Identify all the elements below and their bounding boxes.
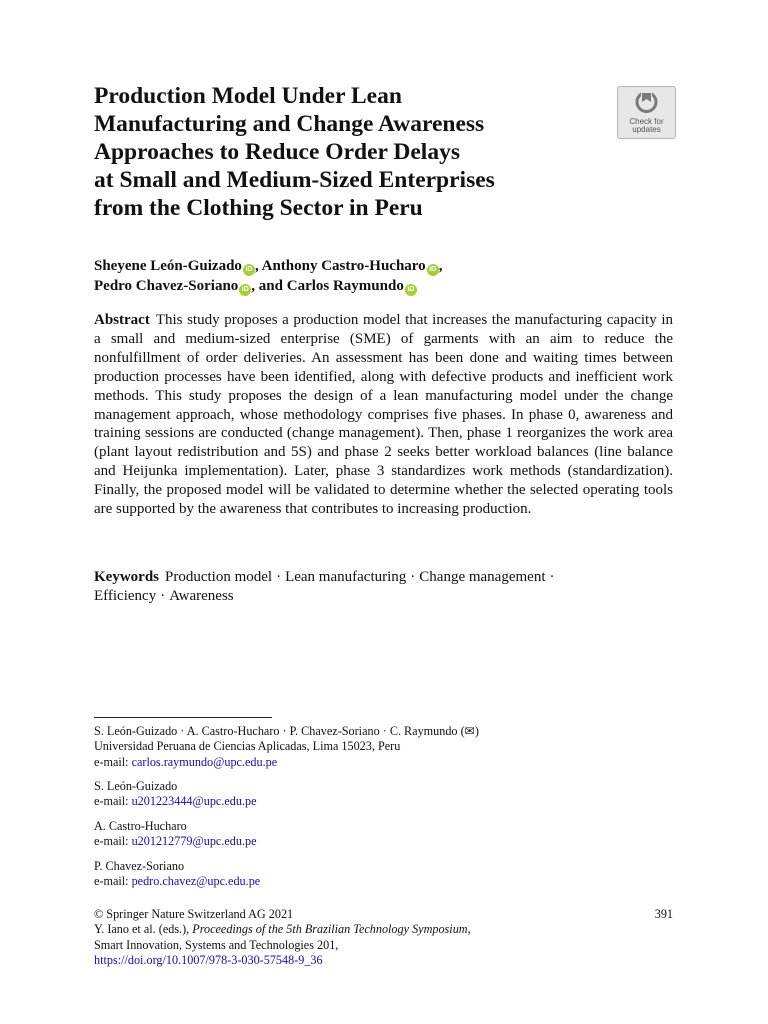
citation-line	[94, 922, 673, 937]
email-link[interactable]: u201212779@upc.edu.pe	[131, 834, 257, 849]
author-separator: ,	[254, 258, 259, 274]
email-line	[94, 755, 673, 770]
author-short-name: S. León-Guizado	[94, 779, 178, 793]
orcid-icon[interactable]: iD	[427, 264, 439, 276]
editors: Y. Iano et al. (eds.),	[94, 922, 193, 937]
title-line: Production Model Under Lean	[94, 83, 402, 109]
corresponding-email-link[interactable]: carlos.raymundo@upc.edu.pe	[131, 754, 278, 769]
author-name: Carlos Raymundo	[286, 278, 404, 294]
proceedings-title: Proceedings of the 5th Brazilian Technology Symposium	[192, 922, 468, 937]
keywords	[94, 568, 673, 606]
author-email-entry	[94, 859, 673, 890]
author-email-entry	[94, 779, 673, 810]
email-prefix: e-mail:	[94, 754, 132, 769]
email-prefix: e-mail:	[94, 834, 132, 849]
email-prefix: e-mail:	[94, 874, 132, 889]
email-line	[94, 834, 673, 849]
orcid-icon[interactable]: iD	[243, 264, 255, 276]
keyword: Lean manufacturing	[285, 569, 407, 585]
author-list	[94, 256, 694, 296]
author-line	[94, 256, 694, 276]
title-line: at Small and Medium-Sized Enterprises	[94, 167, 495, 193]
email-link[interactable]: u201223444@upc.edu.pe	[131, 794, 257, 809]
keyword: Production model	[165, 569, 273, 585]
orcid-icon[interactable]: iD	[239, 284, 251, 296]
abstract-label: Abstract	[94, 312, 150, 328]
keyword: Efficiency	[94, 588, 157, 604]
abstract	[94, 311, 673, 519]
author-short-name: P. Chavez-Soriano	[94, 859, 185, 873]
author-short-name: A. Castro-Hucharo	[94, 819, 187, 833]
author-name: Anthony Castro-Hucharo	[261, 258, 426, 274]
author-separator: , and	[251, 278, 283, 294]
page-number: 391	[654, 907, 673, 921]
author-separator: ,	[438, 258, 443, 274]
abstract-text: This study proposes a production model that increases the manufacturing capacity in a small and medium-sized enterprise (SME) of garments with an aim to reduce the nonfulfillment of order deliveries. An assessment has been done and waiting times between production processes have been identified, along with defective products and inefficient work methods. This study proposes the design of a lean manufacturing model under the change management approach, whose methodology comprises five phases. In phase 0, awareness and training sessions are conducted (change management). Then, phase 1 reorganizes the work area (plant layout redistribution and 5S) and phase 2 seeks better workload balances (line balance and Heijunka implementation). Later, phase 3 standardizes work methods (standardization). Finally, the proposed model will be validated to determine whether the selected operating tools are supported by the awareness that contributes to increasing production.	[94, 312, 673, 518]
institution: Universidad Peruana de Ciencias Aplicadas, Lima 15023, Peru	[94, 739, 401, 754]
email-prefix: e-mail:	[94, 794, 132, 809]
affiliation-block	[94, 724, 673, 770]
check-updates-icon	[635, 91, 658, 113]
footnote-divider	[94, 717, 272, 718]
title-line: Approaches to Reduce Order Delays	[94, 139, 460, 165]
check-updates-label: Check for	[629, 117, 664, 126]
copyright-block	[94, 907, 673, 968]
orcid-icon[interactable]: iD	[405, 284, 417, 296]
title-line: from the Clothing Sector in Peru	[94, 195, 423, 221]
keyword-separator: ·	[276, 569, 282, 585]
keyword-separator: ·	[410, 569, 416, 585]
keyword: Change management	[419, 569, 546, 585]
keyword-separator: ·	[549, 569, 555, 585]
email-link[interactable]: pedro.chavez@upc.edu.pe	[131, 874, 261, 889]
email-line	[94, 874, 673, 889]
author-line	[94, 276, 694, 296]
author-email-entry	[94, 819, 673, 850]
check-for-updates-badge[interactable]	[617, 86, 676, 139]
paper-title	[94, 82, 594, 222]
proceedings-comma: ,	[467, 922, 471, 937]
author-name: Sheyene León-Guizado	[94, 258, 242, 274]
keyword: Awareness	[169, 588, 234, 604]
author-name: Pedro Chavez-Soriano	[94, 278, 239, 294]
all-authors-line: S. León-Guizado · A. Castro-Hucharo · P. Chavez-Soriano · C. Raymundo (✉)	[94, 724, 479, 738]
email-line	[94, 794, 673, 809]
doi-link[interactable]: https://doi.org/10.1007/978-3-030-57548-9_36	[94, 952, 323, 967]
keyword-separator: ·	[160, 588, 166, 604]
copyright-line: © Springer Nature Switzerland AG 2021	[94, 907, 294, 921]
title-line: Manufacturing and Change Awareness	[94, 111, 485, 137]
keywords-label: Keywords	[94, 569, 159, 585]
series-line: Smart Innovation, Systems and Technologies 201,	[94, 937, 339, 952]
check-updates-label: updates	[632, 125, 661, 134]
